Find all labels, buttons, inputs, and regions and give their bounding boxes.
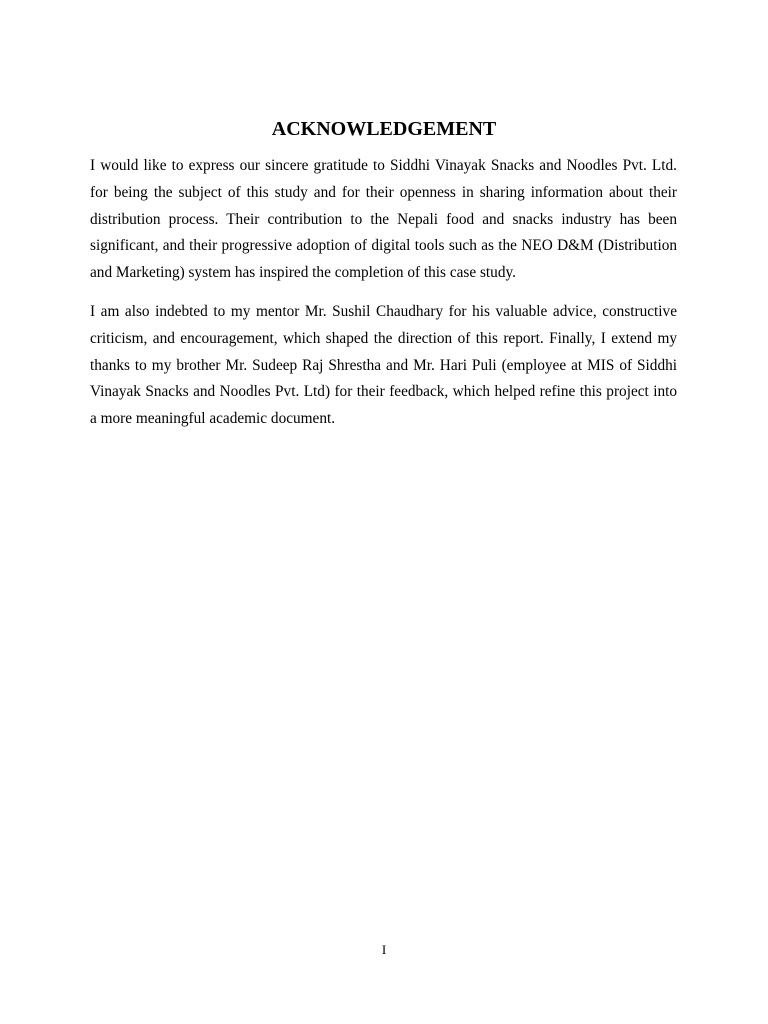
page-title: ACKNOWLEDGEMENT [271,118,497,140]
paragraph-gratitude: I would like to express our sincere gratitude to Siddhi Vinayak Snacks and Noodles Pvt. Ltd. for being the subject of this study and for their openness in sharing information about their distribution process. Their contribution to the Nepali food and snacks industry has been significant, and their progressive adoption of digital tools such as the NEO D&M (Distribution and Marketing) system has inspired the completion of this case study. [90,157,677,282]
page-number: I [381,942,387,957]
document-body [90,153,677,445]
paragraph-mentor-thanks: I am also indebted to my mentor Mr. Sushil Chaudhary for his valuable advice, constructive criticism, and encouragement, which shaped the direction of this report. Finally, I extend my thanks to my brother Mr. Sudeep Raj Shrestha and Mr. Hari Puli (employee at MIS of Siddhi Vinayak Snacks and Noodles Pvt. Ltd) for their feedback, which helped refine this project into a more meaningful academic document. [90,302,677,428]
